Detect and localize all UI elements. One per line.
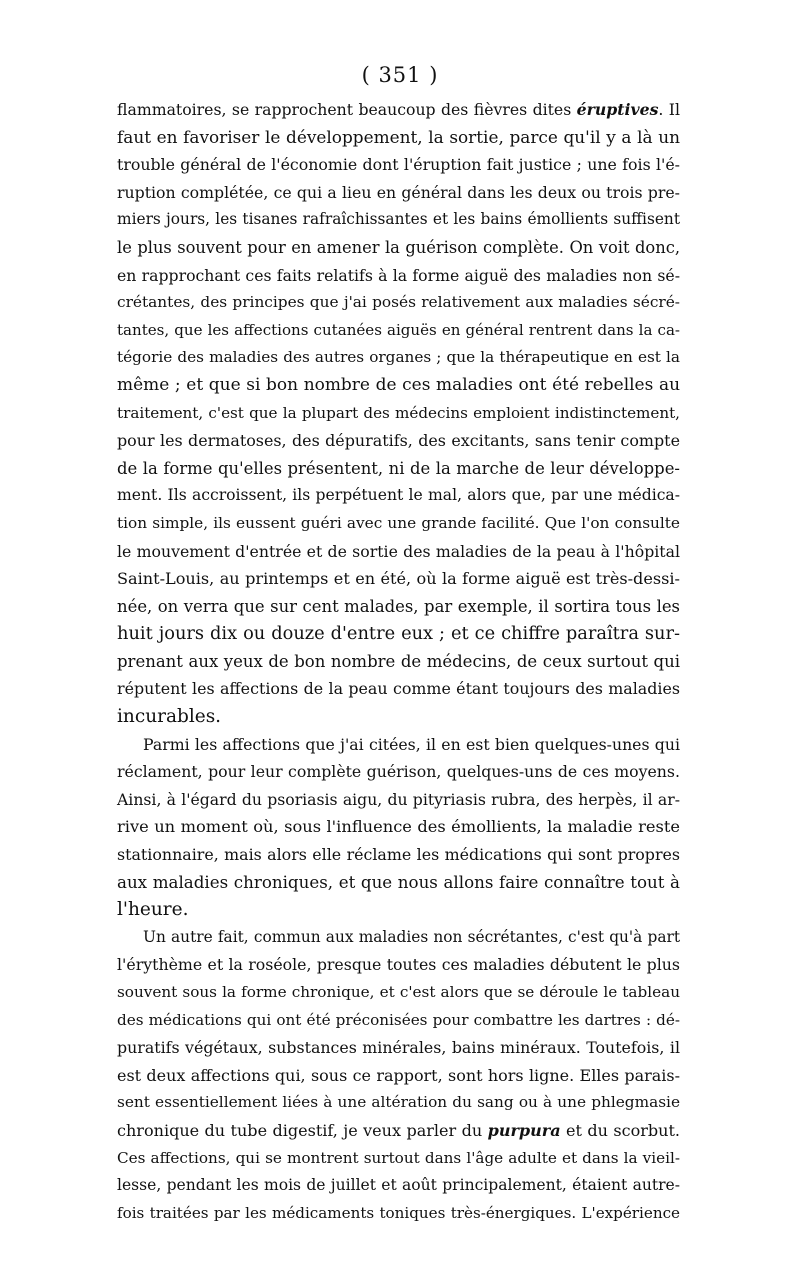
text-line: faut en favoriser le développement, la sortie, parce qu'il y a là un: [117, 126, 680, 147]
text-line: flammatoires, se rapprochent beaucoup des fièvres dites éruptives. Il: [117, 100, 681, 119]
text-line: des médications qui ont été préconisées pour combattre les dartres : dé-: [117, 1010, 680, 1029]
text-line: tion simple, ils eussent guéri avec une grande facilité. Que l'on consulte: [117, 513, 680, 532]
text-line: même ; et que si bon nombre de ces maladies ont été rebelles au: [117, 374, 680, 395]
text-line: tantes, que les affections cutanées aiguës en général rentrent dans la ca-: [117, 320, 680, 339]
text-line: Parmi les affections que j'ai citées, il en est bien quelques-unes qui: [143, 734, 680, 754]
text-line: réputent les affections de la peau comme étant toujours des maladies: [117, 679, 680, 699]
text-line: le plus souvent pour en amener la guérison complète. On voit donc,: [117, 237, 680, 257]
text-line: tégorie des maladies des autres organes ; que la thérapeutique en est la: [117, 348, 680, 367]
text-line: puratifs végétaux, substances minérales, bains minéraux. Toutefois, il: [117, 1038, 680, 1058]
text-line: rive un moment où, sous l'influence des émollients, la maladie reste: [117, 817, 680, 837]
text-line: réclament, pour leur complète guérison, quelques-uns de ces moyens.: [117, 762, 680, 782]
text-line: prenant aux yeux de bon nombre de médecins, de ceux surtout qui: [117, 651, 680, 671]
text-body: [117, 96, 680, 1227]
text-line: stationnaire, mais alors elle réclame les médications qui sont propres: [117, 845, 680, 865]
text-line: lesse, pendant les mois de juillet et août principalement, étaient autre-: [117, 1176, 680, 1195]
italic-term: purpura: [487, 1120, 561, 1140]
text-line: Ainsi, à l'égard du psoriasis aigu, du pityriasis rubra, des herpès, il ar-: [117, 789, 680, 809]
text-line: Ces affections, qui se montrent surtout dans l'âge adulte et dans la vieil-: [117, 1148, 680, 1167]
text-line: pour les dermatoses, des dépuratifs, des excitants, sans tenir compte: [117, 431, 680, 451]
text-line: sent essentiellement liées à une altération du sang ou à une phlegmasie: [117, 1093, 680, 1112]
paragraph-1: [117, 96, 680, 731]
paragraph-2: [117, 731, 680, 924]
text-line: Saint-Louis, au printemps et en été, où la forme aiguë est très-dessi-: [117, 569, 680, 589]
text-line: Un autre fait, commun aux maladies non sécrétantes, c'est qu'à part: [143, 927, 680, 946]
page-number: ( 351 ): [361, 63, 439, 87]
text-line: souvent sous la forme chronique, et c'est alors que se déroule le tableau: [117, 983, 680, 1001]
text-line: crétantes, des principes que j'ai posés relativement aux maladies sécré-: [117, 293, 680, 312]
text-line: chronique du tube digestif, je veux parler du purpura et du scorbut.: [117, 1120, 681, 1140]
text-line: traitement, c'est que la plupart des médecins emploient indistinctement,: [117, 403, 680, 422]
italic-term: éruptives: [576, 100, 659, 119]
text-line: née, on verra que sur cent malades, par exemple, il sortira tous les: [117, 596, 680, 616]
text-line: miers jours, les tisanes rafraîchissantes et les bains émollients suffisent: [117, 210, 680, 229]
text-line: ment. Ils accroissent, ils perpétuent le mal, alors que, par une médica-: [117, 486, 680, 505]
text-line: l'érythème et la roséole, presque toutes ces maladies débutent le plus: [117, 955, 680, 975]
text-line: de la forme qu'elles présentent, ni de la marche de leur développe-: [117, 458, 680, 478]
text-line: incurables.: [117, 706, 222, 728]
text-line: ruption complétée, ce qui a lieu en général dans les deux ou trois pre-: [117, 182, 680, 202]
paragraph-3: [117, 924, 680, 1228]
text-line: trouble général de l'économie dont l'éruption fait justice ; une fois l'é-: [117, 155, 680, 175]
text-line: en rapprochant ces faits relatifs à la forme aiguë des maladies non sé-: [117, 265, 680, 285]
text-line: aux maladies chroniques, et que nous allons faire connaître tout à: [117, 872, 680, 892]
text-line: fois traitées par les médicaments toniques très-énergiques. L'expérience: [117, 1203, 680, 1222]
text-line: le mouvement d'entrée et de sortie des maladies de la peau à l'hôpital: [117, 541, 680, 561]
text-line: est deux affections qui, sous ce rapport, sont hors ligne. Elles parais-: [117, 1065, 680, 1085]
text-line: huit jours dix ou douze d'entre eux ; et ce chiffre paraîtra sur-: [117, 623, 680, 645]
text-line: l'heure.: [117, 899, 189, 921]
